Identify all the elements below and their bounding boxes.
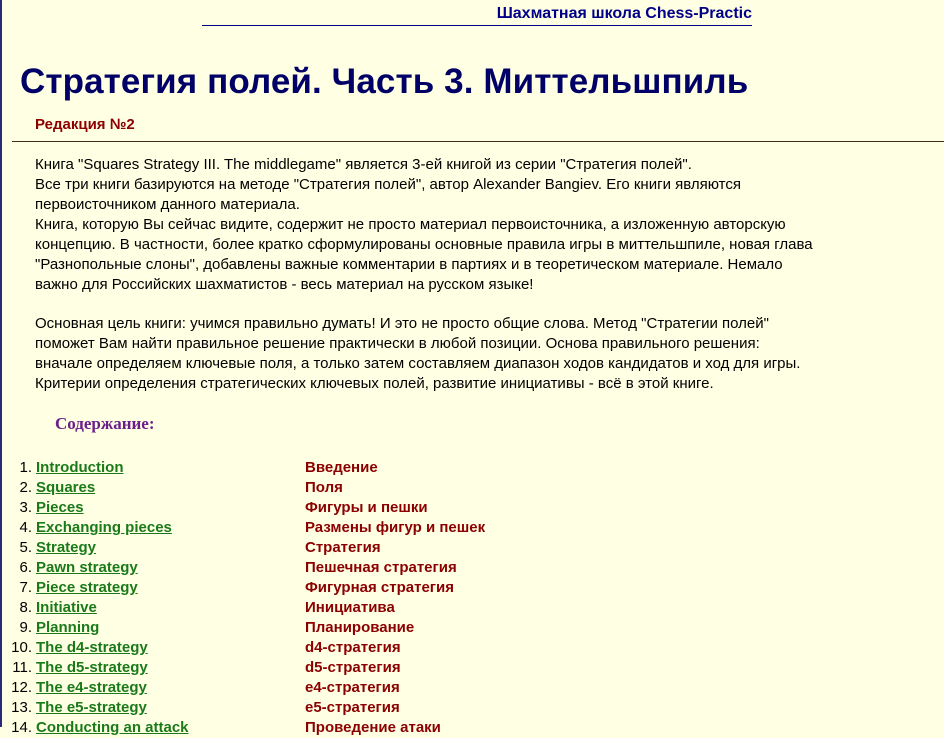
toc-link[interactable]: The d5-strategy — [36, 659, 148, 676]
toc-russian-title: e4-стратегия — [305, 679, 400, 696]
toc-item — [2, 518, 944, 538]
toc-russian-title: Размены фигур и пешек — [305, 519, 486, 536]
intro-paragraph-2 — [35, 314, 940, 394]
toc-link[interactable]: The e5-strategy — [36, 699, 147, 716]
toc-number: 7. — [19, 579, 32, 596]
toc-russian-title: d4-стратегия — [305, 639, 401, 656]
toc-item — [2, 538, 944, 558]
intro-line: Критерии определения стратегических ключевых полей, развитие инициативы - всё в этой книге. — [35, 375, 714, 392]
intro-line: "Разнопольные слоны", добавлены важные комментарии в партиях и в теоретическом материале. Немало — [35, 256, 783, 273]
toc-number: 12. — [11, 679, 32, 696]
toc-item — [2, 458, 944, 478]
toc-russian-title: Фигурная стратегия — [305, 579, 455, 596]
intro-line: вначале определяем ключевые поля, а только затем составляем диапазон ходов кандидатов и ход для игры. — [35, 355, 801, 372]
intro-line: Книга "Squares Strategy III. The middlegame" является 3-ей книгой из серии "Стратегия полей". — [35, 156, 692, 173]
toc-item — [2, 698, 944, 718]
toc-number: 1. — [19, 459, 32, 476]
toc-link[interactable]: Piece strategy — [36, 579, 138, 596]
intro-line: Основная цель книги: учимся правильно думать! И это не просто общие слова. Метод "Стратегии полей" — [35, 315, 769, 332]
school-header-link[interactable]: Шахматная школа Chess-Practic — [202, 3, 752, 26]
toc-number: 3. — [19, 499, 32, 516]
toc-russian-title: d5-стратегия — [305, 659, 401, 676]
toc-item — [2, 618, 944, 638]
toc-link[interactable]: The e4-strategy — [36, 679, 147, 696]
toc-number: 6. — [19, 559, 32, 576]
intro-paragraph-1 — [35, 155, 940, 295]
toc-russian-title: Планирование — [305, 619, 415, 636]
toc-link[interactable]: Introduction — [36, 459, 124, 476]
toc-item — [2, 478, 944, 498]
title-divider — [12, 141, 944, 142]
intro-line: Все три книги базируются на методе "Стратегия полей", автор Alexander Bangiev. Его книги являются — [35, 176, 741, 193]
toc-russian-title: Фигуры и пешки — [305, 499, 428, 516]
toc-item — [2, 598, 944, 618]
toc-russian-title: Пешечная стратегия — [305, 559, 457, 576]
intro-line: важно для Российских шахматистов - весь материал на русском языке! — [35, 276, 534, 293]
toc-link[interactable]: Exchanging pieces — [36, 519, 172, 536]
toc-item — [2, 678, 944, 698]
intro-line: поможет Вам найти правильное решение практически в любой позиции. Основа правильного решения: — [35, 335, 760, 352]
toc-item — [2, 558, 944, 578]
toc-link[interactable]: Pawn strategy — [36, 559, 138, 576]
toc-number: 5. — [19, 539, 32, 556]
intro-line: концепцию. В частности, более кратко сформулированы основные правила игры в миттельшпиле, новая глава — [35, 236, 813, 253]
page-title: Стратегия полей. Часть 3. Миттельшпиль — [20, 62, 749, 101]
paragraph-gap — [35, 295, 940, 314]
toc-number: 2. — [19, 479, 32, 496]
toc-russian-title: Инициатива — [305, 599, 395, 616]
toc-number: 14. — [11, 719, 32, 736]
toc-number: 13. — [11, 699, 32, 716]
toc-link[interactable]: Conducting an attack — [36, 719, 189, 736]
toc-item — [2, 638, 944, 658]
toc-number: 10. — [11, 639, 32, 656]
toc-russian-title: Поля — [305, 479, 343, 496]
toc-number: 9. — [19, 619, 32, 636]
toc-item — [2, 578, 944, 598]
toc-link[interactable]: Pieces — [36, 499, 84, 516]
edition-label: Редакция №2 — [35, 116, 135, 133]
toc-number: 4. — [19, 519, 32, 536]
toc-link[interactable]: Strategy — [36, 539, 97, 556]
toc-link[interactable]: Initiative — [36, 599, 97, 616]
toc-item — [2, 658, 944, 678]
toc-russian-title: Проведение атаки — [305, 719, 441, 736]
toc-link[interactable]: Squares — [36, 479, 96, 496]
intro-line: первоисточником данного материала. — [35, 196, 300, 213]
contents-heading: Содержание: — [55, 414, 155, 433]
toc-russian-title: e5-стратегия — [305, 699, 400, 716]
toc-item — [2, 718, 944, 738]
intro-text — [35, 155, 940, 394]
toc-russian-title: Стратегия — [305, 539, 381, 556]
intro-line: Книга, которую Вы сейчас видите, содержит не просто материал первоисточника, а изложенную авторскую — [35, 216, 786, 233]
toc-link[interactable]: The d4-strategy — [36, 639, 148, 656]
toc-russian-title: Введение — [305, 459, 378, 476]
toc-number: 8. — [19, 599, 32, 616]
table-of-contents — [2, 458, 944, 738]
toc-number: 11. — [12, 659, 32, 676]
toc-item — [2, 498, 944, 518]
toc-link[interactable]: Planning — [36, 619, 100, 636]
